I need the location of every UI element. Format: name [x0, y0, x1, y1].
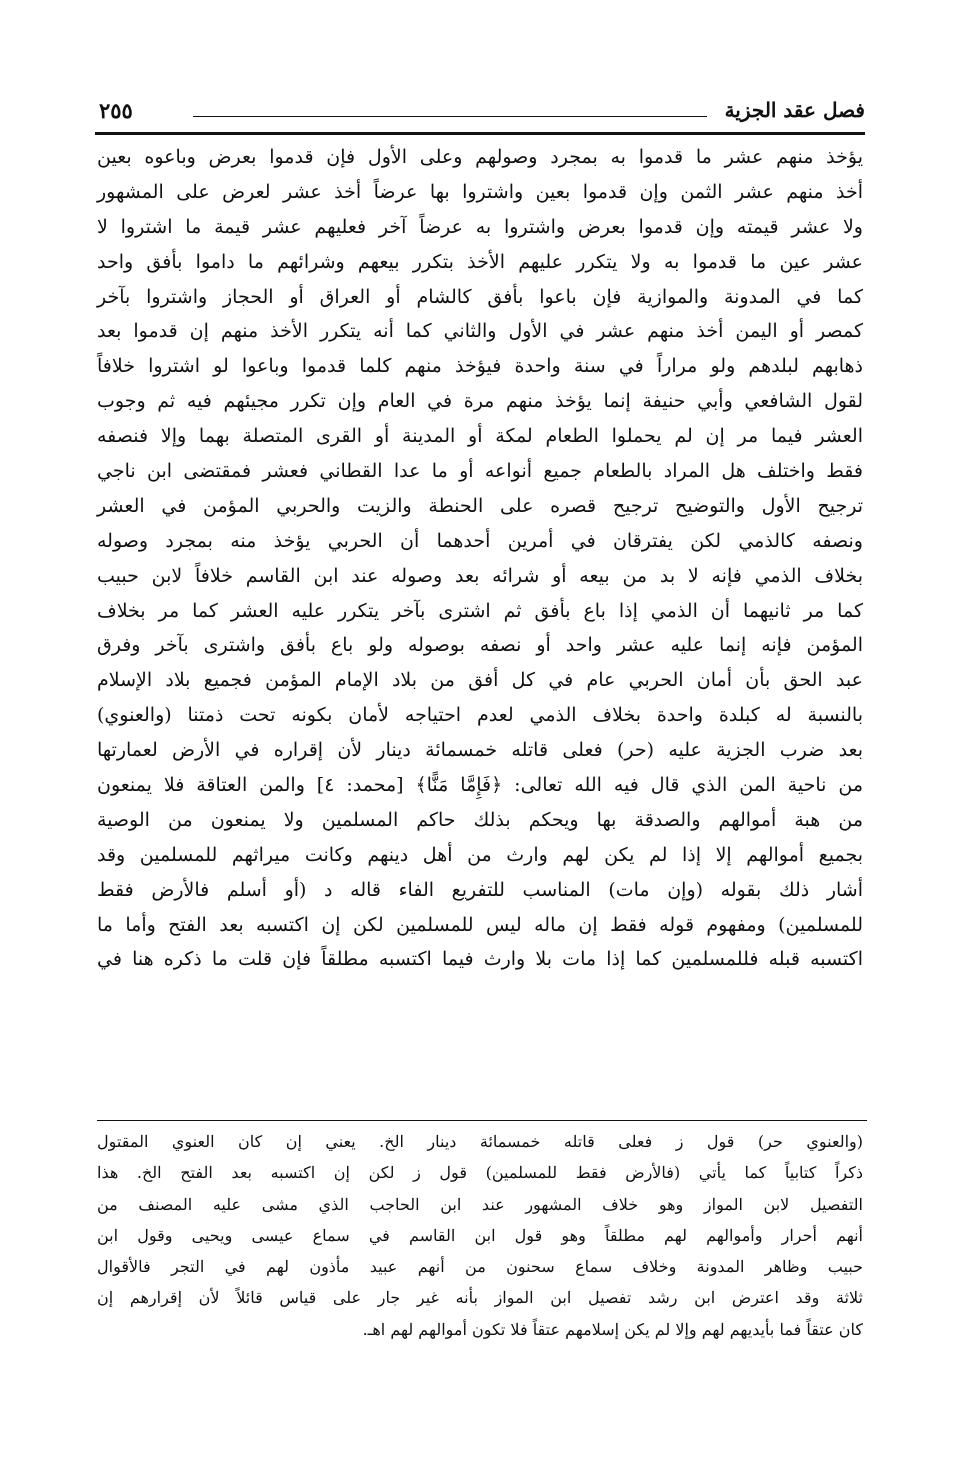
text-line: بعد ضرب الجزية عليه (حر) فعلى قاتله خمسمائة دينار لأن إقراره في الأرض لعمارتها — [97, 739, 863, 762]
text-line: من هبة أموالهم والصدقة بها ويحكم بذلك حاكم المسلمين ولا يمنعون من الوصية — [97, 808, 863, 831]
text-line: كما مر ثانيهما أن الذمي إذا باع بأفق ثم اشترى بآخر يتكرر عليه العشر كما مر بخلاف — [97, 599, 863, 622]
text-line: يؤخذ منهم عشر ما قدموا به بمجرد وصولهم وعلى الأول فإن قدموا بعرض وباعوه بعين — [97, 146, 863, 168]
footnote-line: حبيب وظاهر المدونة وخلاف سماع سحنون من أنهم عبيد مأذون لهم في التجر فالأقوال — [97, 1257, 863, 1277]
text-line: ولا عشر قيمته وإن قدموا بعرض واشتروا به عرضاً آخر فعليهم عشر قيمة ما اشتروا لا — [97, 215, 863, 238]
text-line: عبد الحق بأن أمان الحربي عام في كل أفق من بلاد الإمام المؤمن فجميع بلاد الإسلام — [97, 669, 863, 692]
footnote — [97, 1126, 863, 1345]
text-line: اكتسبه قبله فللمسلمين كما إذا مات بلا وارث فيما اكتسبه مطلقاً فإن قلت ما ذكره هنا في — [97, 948, 863, 971]
footnote-separator — [97, 1120, 867, 1121]
text-line: بالنسبة له كبلدة واحدة بخلاف الذمي لعدم احتياجه لأمان بكونه تحت ذمتنا (والعنوي) — [97, 704, 863, 727]
header-leader-line — [193, 116, 707, 117]
text-line: ونصفه كالذمي لكن يفترقان في أمرين أحدهما أن الحربي يؤخذ منه بمجرد وصوله — [97, 529, 863, 552]
text-line: فقط واختلف هل المراد بالطعام جميع أنواعه أو ما عدا القطاني فعشر فمقتضى ابن ناجي — [97, 460, 863, 483]
running-header — [95, 88, 865, 132]
main-text — [97, 140, 863, 977]
text-line: ذهابهم لبلدهم ولو مراراً في سنة واحدة فيؤخذ منهم كلما قدموا وباعوا لو اشتروا خلافاً — [97, 355, 863, 378]
footnote-line: ذكراً كتابياً كما يأتي (فالأرض فقط للمسلمين) قول ز لكن إن اكتسبه بعد الفتح الخ. هذا — [97, 1163, 863, 1183]
text-line: للمسلمين) ومفهوم قوله فقط إن ماله ليس للمسلمين لكن إن اكتسبه بعد الفتح وأما ما — [97, 913, 863, 936]
footnote-line: التفصيل لابن المواز وهو خلاف المشهور عند ابن الحاجب الذي مشى عليه المصنف من — [97, 1194, 863, 1214]
text-line: ترجيح الأول والتوضيح ترجيح قصره على الحنطة والزيت والحربي المؤمن في العشر — [97, 494, 863, 517]
text-line: لقول الشافعي وأبي حنيفة إنما يؤخذ منهم مرة في العام وإن تكرر مجيئهم فيه ثم وجوب — [97, 390, 863, 413]
text-line: بجميع أموالهم إلا إذا لم يكن لهم وارث من أهل دينهم وكانت ميراثهم للمسلمين وقد — [97, 843, 863, 866]
footnote-line: أنهم أحرار وأموالهم لهم مطلقاً وهو قول ابن القاسم في سماع عيسى ويحيى وقول ابن — [97, 1225, 863, 1245]
text-line: العشر فيما مر إن لم يحملوا الطعام لمكة أو المدينة أو القرى المتصلة بهما وإلا فنصفه — [97, 425, 863, 448]
text-line: المؤمن فإنه إنما عليه عشر واحد أو نصفه بوصوله ولو باع بأفق واشترى بآخر وفرق — [97, 634, 863, 657]
chapter-title: فصل عقد الجزية — [724, 98, 865, 122]
footnote-line: (والعنوي حر) قول ز فعلى قاتله خمسمائة دينار الخ. يعني إن كان العنوي المقتول — [97, 1132, 863, 1151]
text-line: أشار ذلك بقوله (وإن مات) المناسب للتفريع الفاء قاله د (أو أسلم فالأرض فقط — [97, 878, 863, 901]
text-line: عشر عين ما قدموا به ولا يتكرر عليهم الأخذ بتكرر بيعهم وشرائهم ما داموا بأفق واحد — [97, 250, 863, 273]
page-number: ٢٥٥ — [99, 98, 133, 123]
text-line: أخذ منهم عشر الثمن وإن قدموا بعين واشتروا بها عرضاً أخذ عشر لعرض على المشهور — [97, 180, 863, 203]
text-line: من ناحية المن الذي قال فيه الله تعالى: ﴿فَإِمَّا مَنًّا﴾ [محمد: ٤] والمن العتاقة فلا يمنعون — [97, 774, 863, 797]
footnote-line: كان عتقاً فما بأيديهم لهم وإلا لم يكن إسلامهم عتقاً فلا تكون أموالهم لهم اهـ. — [362, 1319, 863, 1339]
footnote-line: ثلاثة وقد اعترض ابن رشد تفصيل ابن المواز بأنه غير جار على قياس قائلاً لأن إقرارهم إن — [97, 1288, 863, 1308]
text-line: كمصر أو اليمن أخذ منهم عشر في الأول والثاني كما أنه يتكرر الأخذ منهم إن قدموا بعد — [97, 320, 863, 343]
text-line: بخلاف الذمي فإنه لا بد من بيعه أو شرائه بعد وصوله عند ابن القاسم خلافاً لابن حبيب — [97, 564, 863, 587]
text-line: كما في المدونة والموازية فإن باعوا بأفق كالشام أو العراق أو الحجاز واشتروا بآخر — [97, 285, 863, 308]
header-rule — [95, 132, 865, 135]
